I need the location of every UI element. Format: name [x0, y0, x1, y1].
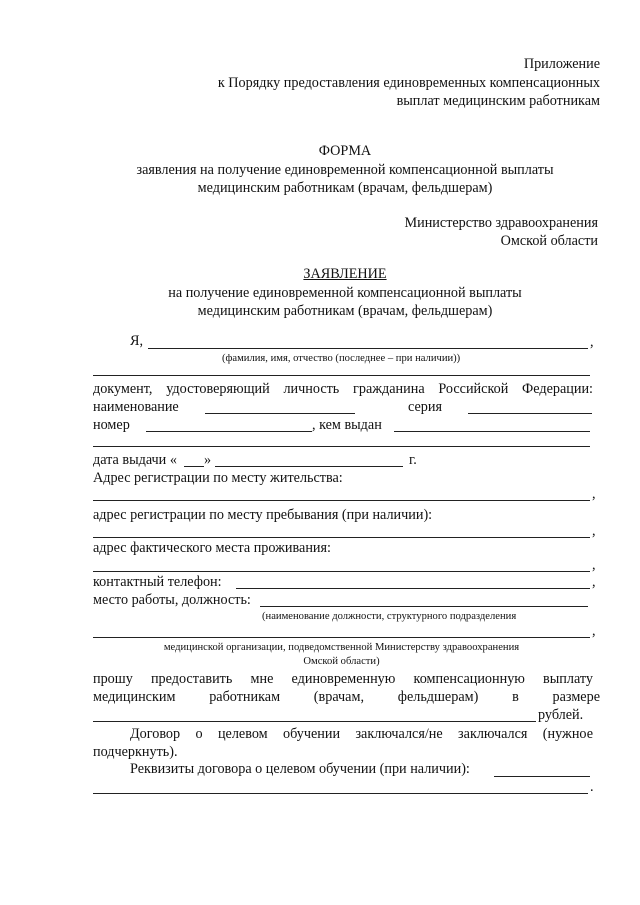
doc-label: документ, удостоверяющий личность гражданина Российской Федерации: [93, 381, 593, 397]
issue-month-year-field[interactable] [215, 466, 403, 467]
org-hint-1: медицинской организации, подведомственной Министерству здравоохранения [163, 642, 520, 653]
appendix-line-3: выплат медицинским работникам [396, 93, 600, 109]
request-line-1: прошу предоставить мне единовременную компенсационную выплату [93, 671, 593, 687]
doc-issued-by-field[interactable] [394, 431, 590, 432]
final-period: . [590, 779, 594, 795]
number-label: номер [93, 417, 130, 433]
comma: , [592, 574, 596, 590]
comma: , [592, 486, 596, 502]
reg-address-field[interactable] [93, 500, 590, 501]
doc-series-field[interactable] [468, 413, 592, 414]
amount-field[interactable] [93, 721, 536, 722]
org-hint-2: Омской области) [303, 656, 380, 667]
contract-details-field[interactable] [494, 776, 590, 777]
reg-address-label: Адрес регистрации по месту жительства: [93, 470, 343, 486]
fio-field-continued[interactable] [93, 375, 590, 376]
actual-address-label: адрес фактического места проживания: [93, 540, 331, 556]
phone-label: контактный телефон: [93, 574, 222, 590]
work-hint: (наименование должности, структурного подразделения [262, 611, 517, 622]
request-word: медицинским [93, 689, 176, 705]
doc-issued-by-continued[interactable] [93, 446, 590, 447]
form-title: ФОРМА [318, 143, 372, 159]
doc-number-field[interactable] [146, 431, 312, 432]
work-label: место работы, должность: [93, 592, 251, 608]
issued-by-label: , кем выдан [312, 417, 382, 433]
statement-subtitle-1: на получение единовременной компенсационной выплаты [168, 285, 522, 301]
name-label: наименование [93, 399, 179, 415]
request-word: фельдшерам) [397, 689, 479, 705]
work-field[interactable] [260, 606, 588, 607]
contract-line-2: подчеркнуть). [93, 744, 178, 760]
comma: , [592, 557, 596, 573]
work-field-continued[interactable] [93, 637, 590, 638]
issue-date-label: дата выдачи « [93, 452, 177, 468]
year-suffix: г. [409, 452, 417, 468]
fio-field[interactable] [148, 348, 588, 349]
doc-name-field[interactable] [205, 413, 355, 414]
request-line-2 [93, 689, 600, 706]
contract-line-1: Договор о целевом обучении заключался/не заключался (нужное [130, 726, 593, 742]
appendix-line-2: к Порядку предоставления единовременных компенсационных [217, 75, 600, 91]
comma: , [592, 623, 596, 639]
addressee-line-2: Омской области [500, 233, 598, 249]
issue-day-field[interactable] [184, 466, 204, 467]
actual-address-field[interactable] [93, 571, 590, 572]
statement-title: ЗАЯВЛЕНИЕ [303, 266, 387, 282]
ya-label: Я, [130, 333, 144, 349]
form-subtitle-1: заявления на получение единовременной компенсационной выплаты [136, 162, 554, 178]
issue-date-quote-close: » [204, 452, 212, 468]
addressee-line-1: Министерство здравоохранения [404, 215, 598, 231]
series-label: серия [408, 399, 442, 415]
phone-field[interactable] [236, 588, 590, 589]
contract-details-continued[interactable] [93, 793, 588, 794]
request-word: (врачам, [313, 689, 364, 705]
request-word: в [512, 689, 519, 705]
fio-hint: (фамилия, имя, отчество (последнее – при наличии)) [222, 353, 461, 364]
stay-address-field[interactable] [93, 537, 590, 538]
request-word: размере [552, 689, 600, 705]
appendix-line-1: Приложение [523, 56, 600, 72]
comma: , [590, 334, 594, 350]
stay-address-label: адрес регистрации по месту пребывания (при наличии): [93, 507, 433, 523]
form-subtitle-2: медицинским работникам (врачам, фельдшерам) [197, 180, 493, 196]
rubles-label: рублей. [538, 707, 584, 723]
contract-details-label: Реквизиты договора о целевом обучении (при наличии): [130, 761, 470, 777]
comma: , [592, 523, 596, 539]
request-word: работникам [209, 689, 281, 705]
statement-subtitle-2: медицинским работникам (врачам, фельдшерам) [197, 303, 493, 319]
